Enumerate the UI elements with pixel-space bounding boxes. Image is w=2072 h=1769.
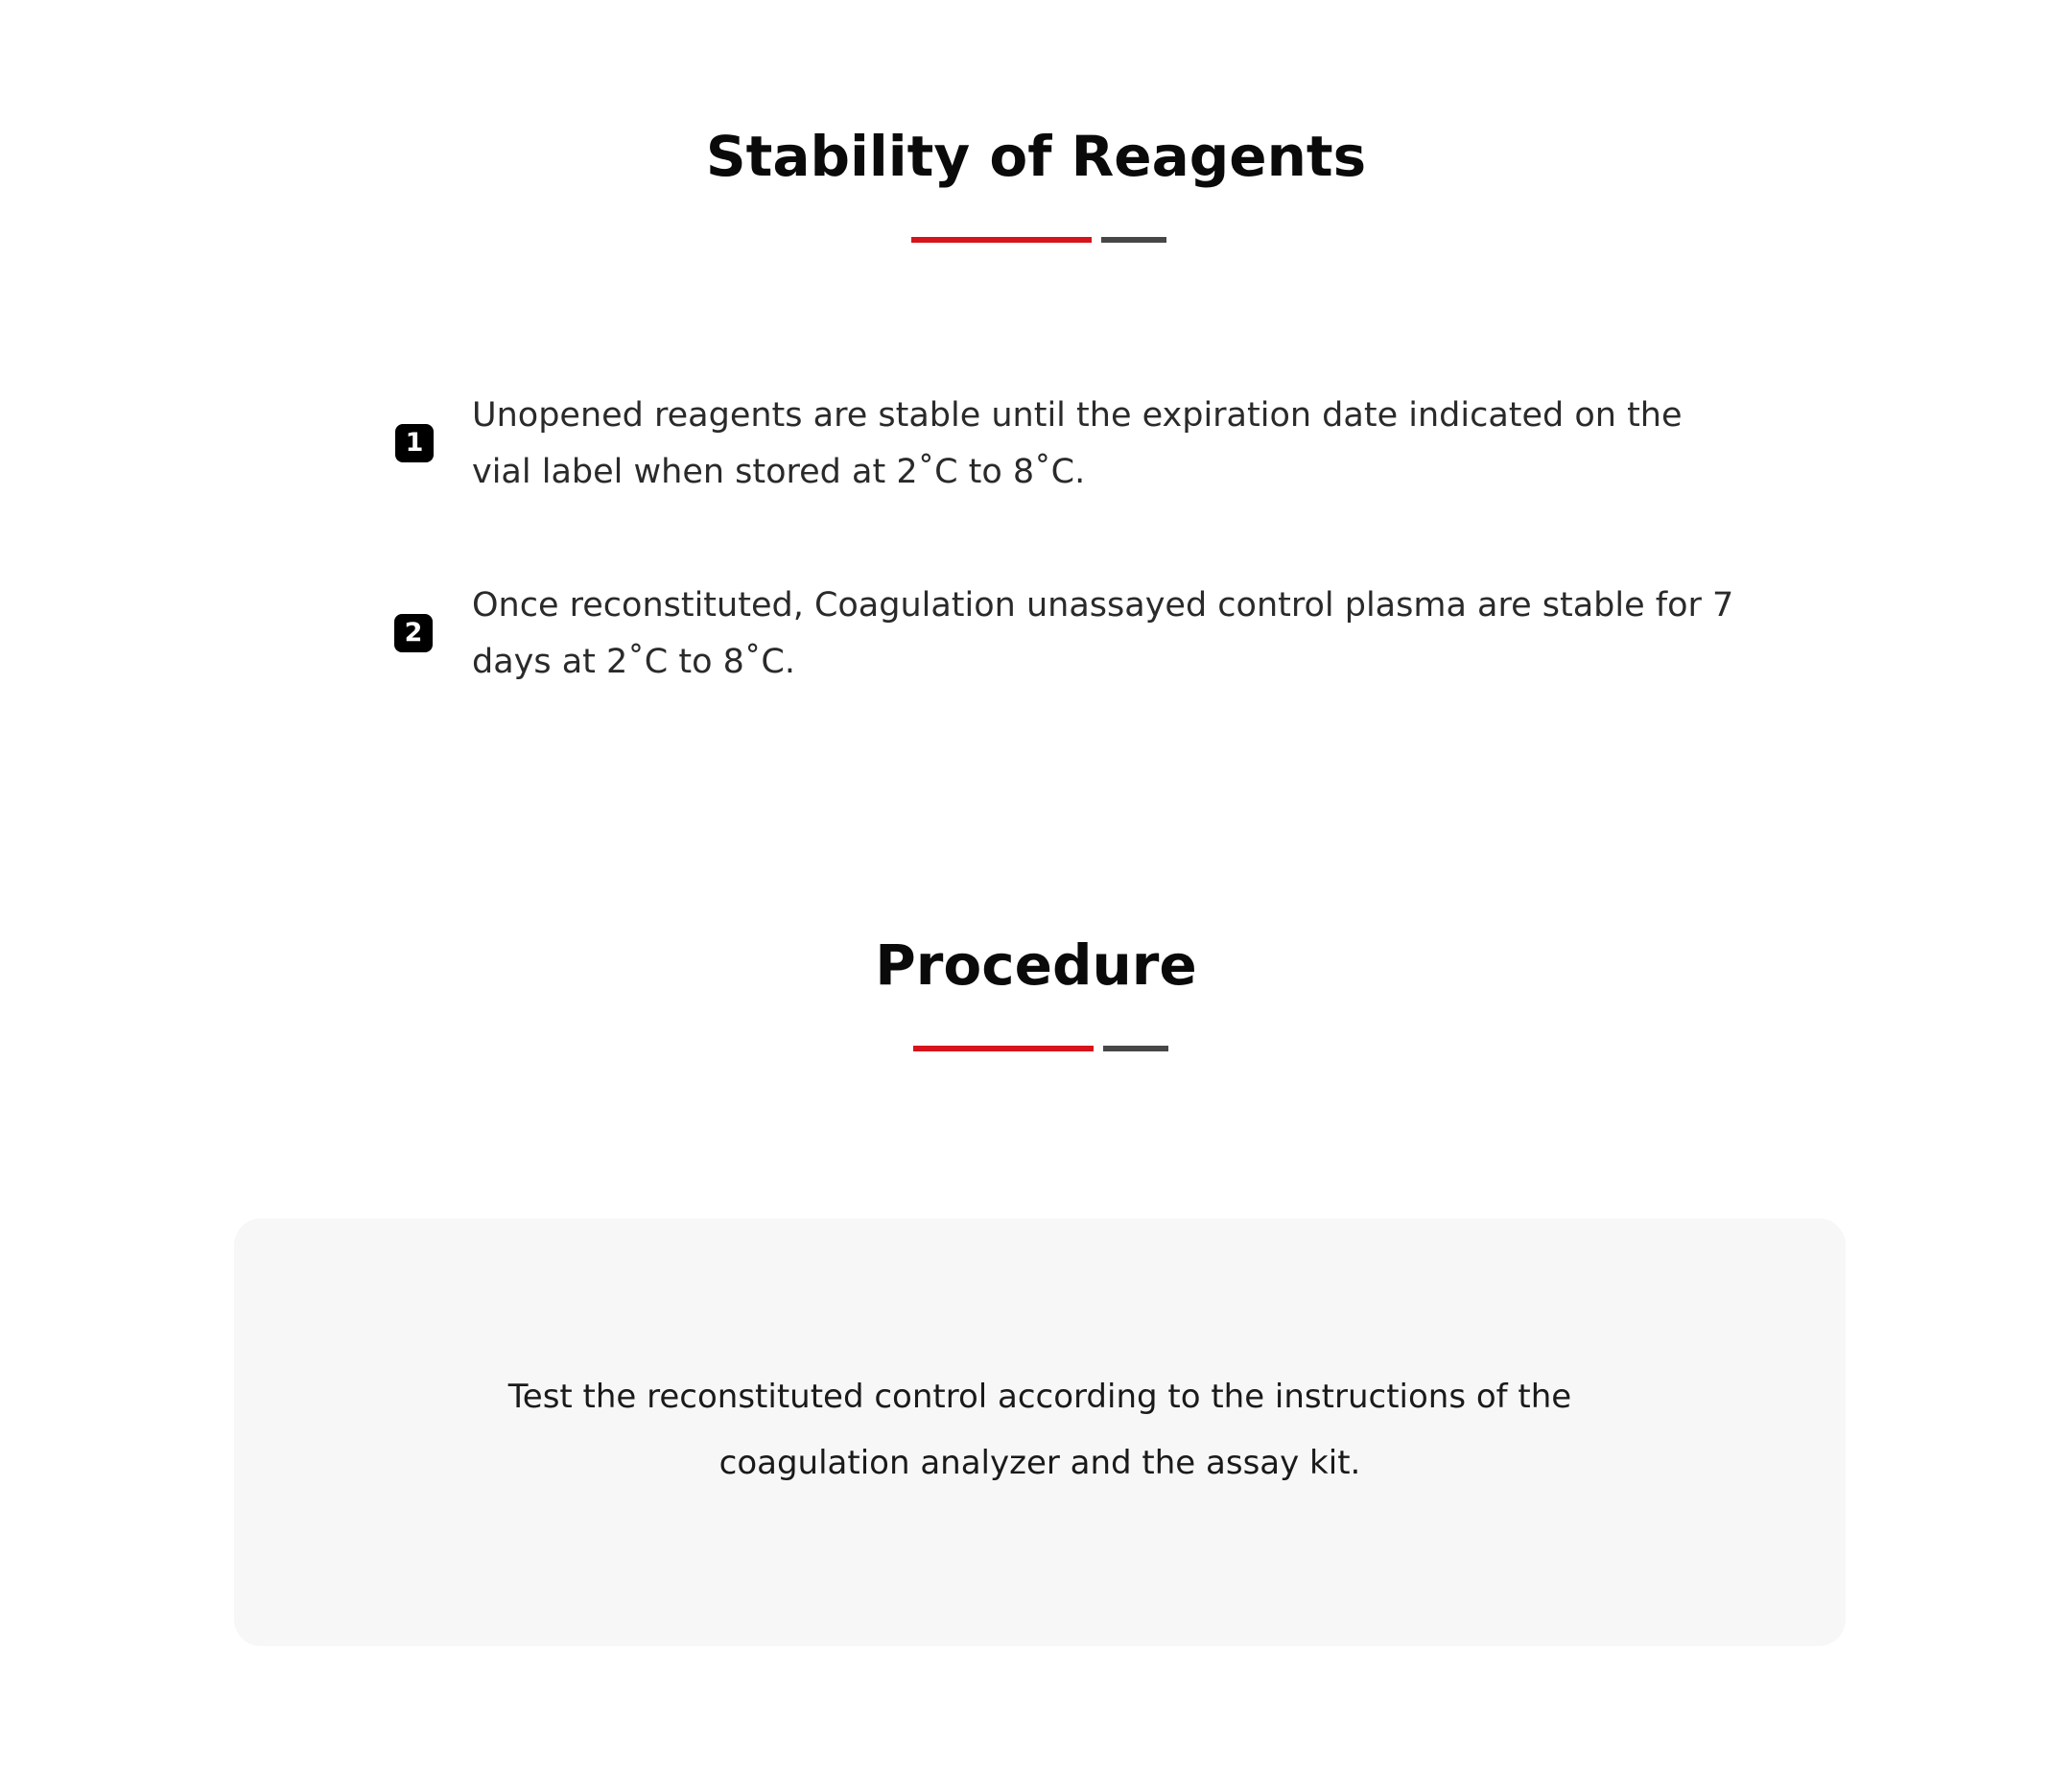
divider-red-bar — [913, 1046, 1094, 1051]
stability-item-text: Once reconstituted, Coagulation unassayed control plasma are stable for 7 days at 2˚C to 8˚C. — [472, 586, 1734, 681]
stability-item-text: Unopened reagents are stable until the expiration date indicated on the vial label when stored at 2˚C to 8˚C. — [472, 396, 1683, 491]
divider-gray-bar — [1101, 237, 1166, 243]
procedure-description — [234, 1364, 1846, 1497]
stability-section-title: Stability of Reagents — [705, 124, 1367, 189]
procedure-section-title: Procedure — [875, 932, 1197, 998]
procedure-text-line: coagulation analyzer and the assay kit. — [718, 1444, 1361, 1482]
procedure-text-line: Test the reconstituted control according to the instructions of the — [507, 1378, 1572, 1416]
divider-red-bar — [911, 237, 1092, 243]
number-1-badge-icon: 1 — [395, 424, 434, 462]
procedure-card — [234, 1218, 1846, 1646]
divider-gray-bar — [1103, 1046, 1168, 1051]
number-2-badge-icon: 2 — [394, 614, 433, 652]
